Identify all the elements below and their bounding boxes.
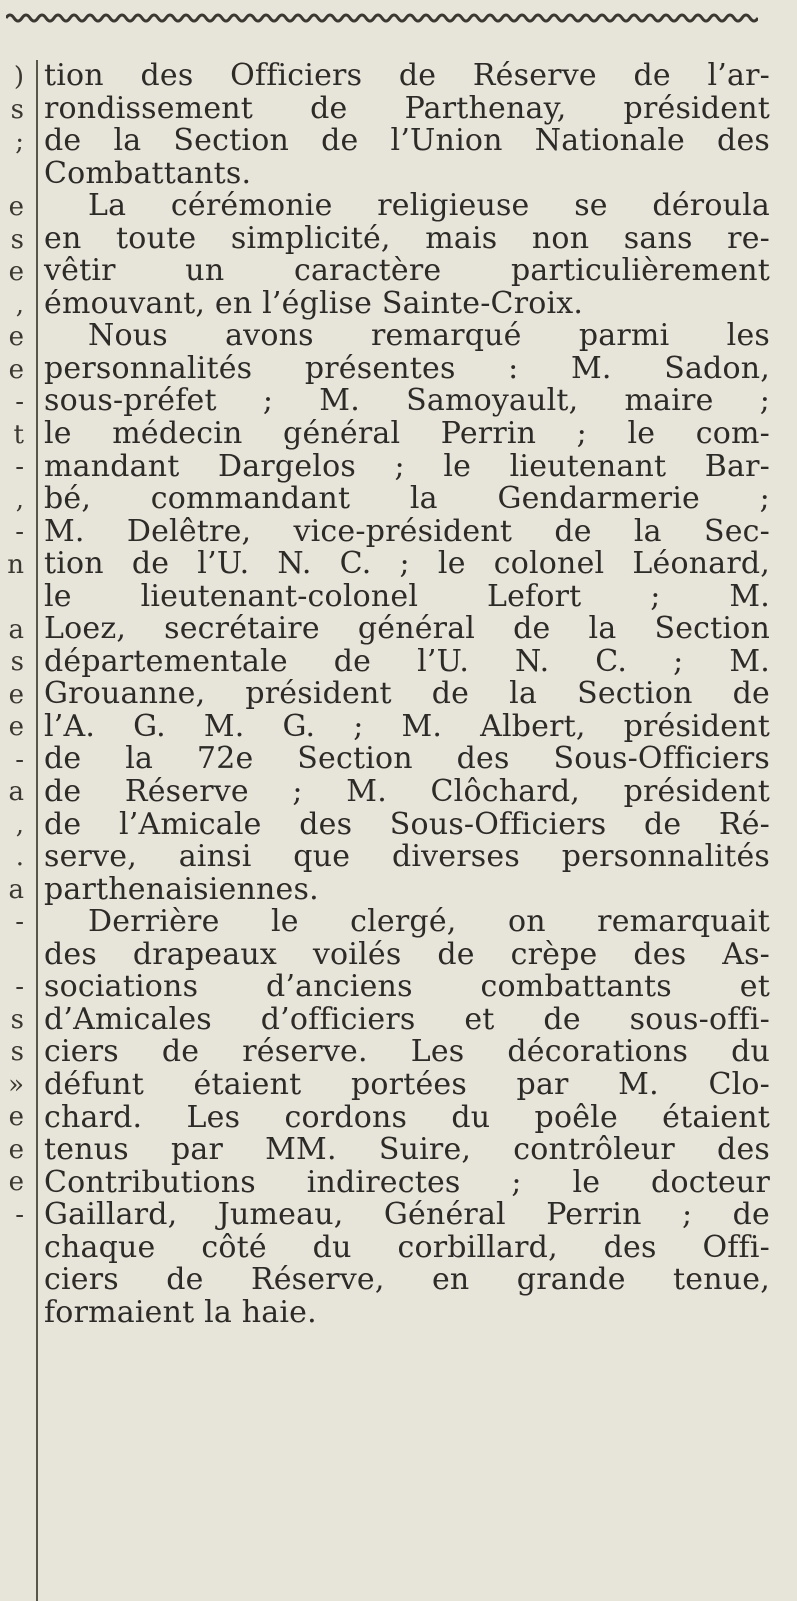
gutter-fragment: - xyxy=(15,744,24,775)
article-line: Gaillard, Jumeau, Général Perrin ; de xyxy=(44,1197,770,1233)
gutter-fragment: e xyxy=(8,679,24,710)
decorative-wavy-rule xyxy=(6,10,758,26)
article-line: ciers de Réserve, en grande tenue, xyxy=(44,1262,770,1298)
article-line: Nous avons remarqué parmi les xyxy=(88,318,770,354)
article-line: parthenaisiennes. xyxy=(44,871,319,907)
gutter-fragment: s xyxy=(10,1004,24,1035)
gutter-fragment: s xyxy=(10,94,24,125)
article-line: de la Section de l’Union Nationale des xyxy=(44,123,770,159)
gutter-fragment: , xyxy=(15,289,24,320)
article-line: chaque côté du corbillard, des Offi- xyxy=(44,1229,770,1265)
article-line: chard. Les cordons du poêle étaient xyxy=(44,1099,770,1135)
article-line: émouvant, en l’église Sainte-Croix. xyxy=(44,285,584,321)
article-body xyxy=(44,60,770,1329)
article-line: Loez, secrétaire général de la Section xyxy=(44,611,770,647)
gutter-fragment: a xyxy=(8,874,24,905)
article-line: en toute simplicité, mais non sans re- xyxy=(44,220,770,256)
gutter-fragment: e xyxy=(8,712,24,742)
article-line: vêtir un caractère particulièrement xyxy=(44,253,770,289)
article-line: de l’Amicale des Sous-Officiers de Ré- xyxy=(44,806,770,842)
gutter-fragment: e xyxy=(8,322,24,352)
article-line: de la 72e Section des Sous-Officiers xyxy=(44,741,770,777)
gutter-fragment: s xyxy=(10,224,24,255)
article-line: Derrière le clergé, on remarquait xyxy=(88,904,770,940)
article-line: personnalités présentes : M. Sadon, xyxy=(44,350,770,386)
gutter-fragment xyxy=(0,1231,28,1264)
gutter-fragment: - xyxy=(15,387,24,417)
article-line: Combattants. xyxy=(44,155,252,191)
article-line: de Réserve ; M. Clôchard, président xyxy=(44,774,770,810)
gutter-fragment: t xyxy=(13,419,24,450)
gutter-fragment: s xyxy=(10,647,24,677)
gutter-fragment: - xyxy=(15,1199,24,1230)
article-line: mandant Dargelos ; le lieutenant Bar- xyxy=(44,448,770,484)
gutter-fragment: e xyxy=(8,1134,24,1165)
article-line: formaient la haie. xyxy=(44,1294,317,1330)
left-column-edge-fragments xyxy=(0,61,28,1264)
article-line: tion des Officiers de Réserve de l’ar- xyxy=(44,58,770,93)
article-line: sous-préfet ; M. Samoyault, maire ; xyxy=(44,383,770,419)
gutter-fragment: e xyxy=(8,257,24,287)
gutter-fragment xyxy=(0,939,28,972)
gutter-fragment: e xyxy=(8,192,24,222)
article-line: bé, commandant la Gendarmerie ; xyxy=(44,481,770,517)
article-line: des drapeaux voilés de crèpe des As- xyxy=(44,936,770,972)
article-line: M. Delêtre, vice-président de la Sec- xyxy=(44,513,770,549)
gutter-fragment: ) xyxy=(13,62,24,92)
article-line: rondissement de Parthenay, président xyxy=(44,90,770,126)
gutter-fragment: , xyxy=(15,484,24,515)
gutter-fragment: - xyxy=(15,452,24,482)
article-line: tenus par MM. Suire, contrôleur des xyxy=(44,1132,770,1168)
gutter-fragment: » xyxy=(8,1069,24,1100)
article-line: tion de l’U. N. C. ; le colonel Léonard, xyxy=(44,546,770,582)
article-line: sociations d’anciens combattants et xyxy=(44,969,770,1005)
article-line: le lieutenant-colonel Lefort ; M. xyxy=(44,578,770,614)
article-line: le médecin général Perrin ; le com- xyxy=(44,416,770,452)
article-line: ciers de réserve. Les décorations du xyxy=(44,1034,770,1070)
gutter-fragment: - xyxy=(15,907,24,937)
gutter-fragment xyxy=(0,581,28,614)
gutter-fragment: - xyxy=(15,972,24,1002)
article-line: d’Amicales d’officiers et de sous-offi- xyxy=(44,1001,770,1037)
gutter-fragment: n xyxy=(7,549,24,580)
article-line: l’A. G. M. G. ; M. Albert, président xyxy=(44,708,770,744)
article-line: serve, ainsi que diverses personnalités xyxy=(44,839,770,875)
gutter-fragment xyxy=(0,159,28,192)
gutter-fragment: , xyxy=(15,809,24,840)
gutter-fragment: e xyxy=(8,354,24,385)
gutter-fragment: a xyxy=(8,614,24,645)
article-line: La cérémonie religieuse se déroula xyxy=(88,188,770,224)
article-line: défunt étaient portées par M. Clo- xyxy=(44,1066,770,1102)
gutter-fragment: - xyxy=(15,517,24,547)
article-line: départementale de l’U. N. C. ; M. xyxy=(44,643,770,679)
column-divider-rule xyxy=(36,60,38,1601)
article-line: Grouanne, président de la Section de xyxy=(44,676,770,712)
article-line: Contributions indirectes ; le docteur xyxy=(44,1164,770,1200)
gutter-fragment: s xyxy=(10,1037,24,1067)
gutter-fragment: ; xyxy=(15,127,24,157)
gutter-fragment: e xyxy=(8,1167,24,1197)
gutter-fragment: . xyxy=(15,842,24,872)
gutter-fragment: a xyxy=(8,777,24,807)
gutter-fragment: e xyxy=(8,1102,24,1132)
